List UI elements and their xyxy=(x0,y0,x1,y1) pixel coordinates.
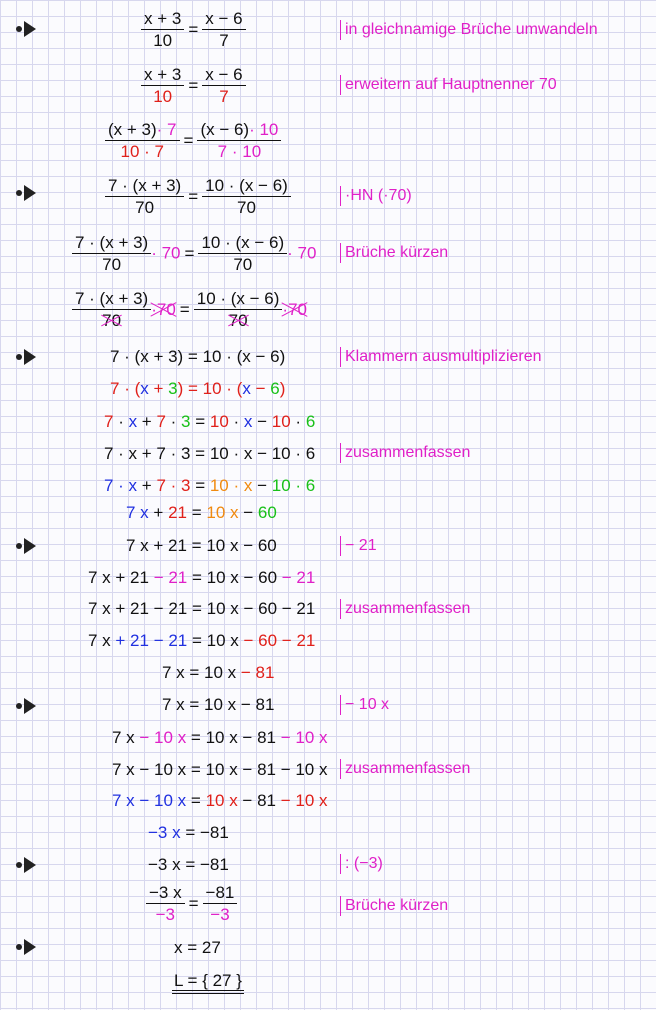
equation-line: $\frac{7 \cdot (x + 3)}{70}$ · 70 = $\frac{10 \cdot (x - 6)}{70}$ · 70 xyxy=(72,232,316,275)
arrow-icon[interactable] xyxy=(12,184,38,202)
comment: Brüche kürzen xyxy=(340,243,448,263)
equation-line: 7 x − 10 x = 10 x − 81 − 10 x xyxy=(112,728,328,747)
cancelled-term: ·70 xyxy=(151,299,176,319)
equation-line: 7 x = 10 x − 81 xyxy=(162,663,275,682)
arrow-icon[interactable] xyxy=(12,856,38,874)
comment: in gleichnamige Brüche umwandeln xyxy=(340,20,598,40)
equation-line: 7 · (x + 3) = 10 · (x − 6) xyxy=(110,347,286,366)
comment: zusammenfassen xyxy=(340,759,470,779)
comment: Brüche kürzen xyxy=(340,896,448,916)
equation-line: 7 x = 10 x − 81 xyxy=(162,695,275,714)
equation-line: 7 x + 21 − 21 = 10 x − 60 − 21 xyxy=(88,568,316,587)
cancelled-term: 70 xyxy=(102,311,122,330)
cancelled-term: ·70 xyxy=(282,299,307,319)
equation-line: $\frac{x + 3}{10}$ = $\frac{x - 6}{7}$ xyxy=(141,64,246,107)
equation-line: 7 x − 10 x = 10 x − 81 − 10 x xyxy=(112,791,328,810)
arrow-icon[interactable] xyxy=(12,348,38,366)
arrow-icon[interactable] xyxy=(12,537,38,555)
equation-line: 7 x + 21 = 10 x − 60 xyxy=(126,503,277,522)
arrow-icon[interactable] xyxy=(12,20,38,38)
equation-line: 7 · x + 7 · 3 = 10 · x − 10 · 6 xyxy=(104,476,316,495)
equation-line: 7 x + 21 − 21 = 10 x − 60 − 21 xyxy=(88,599,316,618)
equation-line: $\frac{-3 x}{-3}$ = $\frac{-81}{-3}$ xyxy=(146,882,237,925)
equation-line: 7 x + 21 = 10 x − 60 xyxy=(126,536,277,555)
equation-line: 7 x − 10 x = 10 x − 81 − 10 x xyxy=(112,760,328,779)
comment: zusammenfassen xyxy=(340,599,470,619)
equation-line: −3 x = −81 xyxy=(148,855,229,874)
equation-line: 7 · x + 7 · 3 = 10 · x − 10 · 6 xyxy=(104,444,316,463)
cancelled-term: 70 xyxy=(228,311,248,330)
comment: zusammenfassen xyxy=(340,443,470,463)
comment: Klammern ausmultiplizieren xyxy=(340,347,542,367)
solution-set: L = { 27 } xyxy=(172,970,244,992)
equation-line: $\frac{7 \cdot (x + 3)}{70}$ = $\frac{10 \cdot (x - 6)}{70}$ xyxy=(105,175,291,218)
equation-line: −3 x = −81 xyxy=(148,823,229,842)
comment: : (−3) xyxy=(340,854,383,874)
comment: erweitern auf Hauptnenner 70 xyxy=(340,75,557,95)
equation-line: x = 27 xyxy=(174,938,221,957)
equation-line: $\frac{(x + 3)\cdot 7}{10 \cdot 7}$ = $\frac{(x - 6)\cdot 10}{7 \cdot 10}$ xyxy=(105,119,281,162)
equation-line: 7 x + 21 − 21 = 10 x − 60 − 21 xyxy=(88,631,316,650)
equation-line: $\frac{7 \cdot (x + 3)}{70}$ ·70 = $\frac{10 \cdot (x - 6)}{70}$ ·70 xyxy=(72,288,307,331)
arrow-icon[interactable] xyxy=(12,697,38,715)
comment: − 21 xyxy=(340,536,377,556)
comment: ·HN (·70) xyxy=(340,186,412,206)
equation-line: 7 · (x + 3) = 10 · (x − 6) xyxy=(110,379,286,398)
arrow-icon[interactable] xyxy=(12,938,38,956)
equation-line: $\frac{x + 3}{10}$ = $\frac{x - 6}{7}$ xyxy=(141,8,246,51)
comment: − 10 x xyxy=(340,695,389,715)
equation-line: 7 · x + 7 · 3 = 10 · x − 10 · 6 xyxy=(104,412,316,431)
